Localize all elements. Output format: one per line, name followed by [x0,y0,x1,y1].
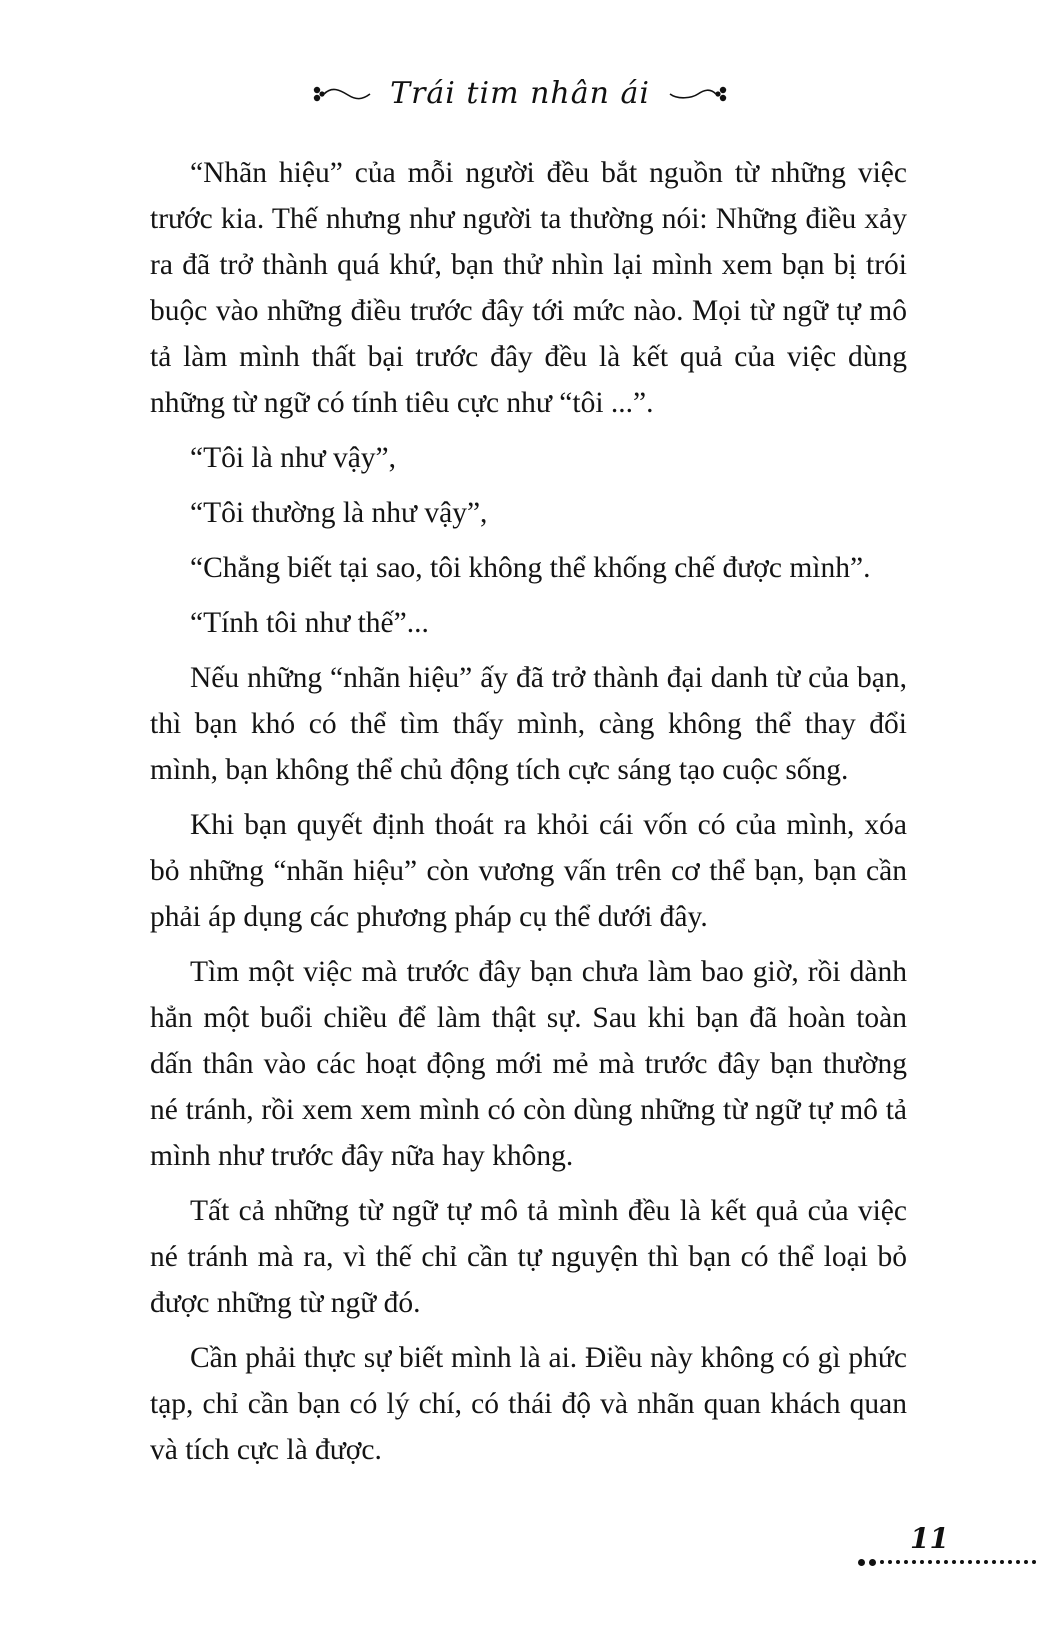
quote-line: “Tôi là như vậy”, [190,442,397,474]
right-flourish-icon [668,82,728,106]
header-title: Trái tim nhân ái [390,76,650,111]
quote-line: “Chẳng biết tại sao, tôi không thể khống chế được mình”. [190,552,871,584]
quote-line: “Tôi thường là như vậy”, [190,497,488,529]
page-number: 11 [910,1522,949,1555]
page-footer [858,1524,1040,1566]
running-header [0,76,1040,126]
paragraph: “Nhãn hiệu” của mỗi người đều bắt nguồn từ những việc trước kia. Thế nhưng như người ta thường nói: Những điều xảy ra đã trở thành quá khứ, bạn thử nhìn lại mình xem bạn bị trói buộc vào những điều trước đây tới mức nào. Mọi từ ngữ tự mô tả làm mình thất bại trước đây đều là kết quả của việc dùng những từ ngữ có tính tiêu cực như “tôi ...”. [150,157,907,419]
paragraph: Nếu những “nhãn hiệu” ấy đã trở thành đại danh từ của bạn, thì bạn khó có thể tìm thấy mình, càng không thể thay đổi mình, bạn không thể chủ động tích cực sáng tạo cuộc sống. [150,662,907,786]
dotted-rule [858,1558,1040,1566]
paragraph: Cần phải thực sự biết mình là ai. Điều này không có gì phức tạp, chỉ cần bạn có lý chí, có thái độ và nhãn quan khách quan và tích cực là được. [150,1342,907,1466]
page-body [150,150,907,1482]
paragraph: Khi bạn quyết định thoát ra khỏi cái vốn có của mình, xóa bỏ những “nhãn hiệu” còn vương vấn trên cơ thể bạn, bạn cần phải áp dụng các phương pháp cụ thể dưới đây. [150,809,907,933]
paragraph: Tất cả những từ ngữ tự mô tả mình đều là kết quả của việc né tránh mà ra, vì thế chỉ cần tự nguyện thì bạn có thể loại bỏ được những từ ngữ đó. [150,1195,907,1319]
quote-line: “Tính tôi như thế”... [190,607,429,639]
left-flourish-icon [312,82,372,106]
paragraph: Tìm một việc mà trước đây bạn chưa làm bao giờ, rồi dành hẳn một buổi chiều để làm thật sự. Sau khi bạn đã hoàn toàn dấn thân vào các hoạt động mới mẻ mà trước đây bạn thường né tránh, rồi xem xem mình có còn dùng những từ ngữ tự mô tả mình như trước đây nữa hay không. [150,956,907,1172]
